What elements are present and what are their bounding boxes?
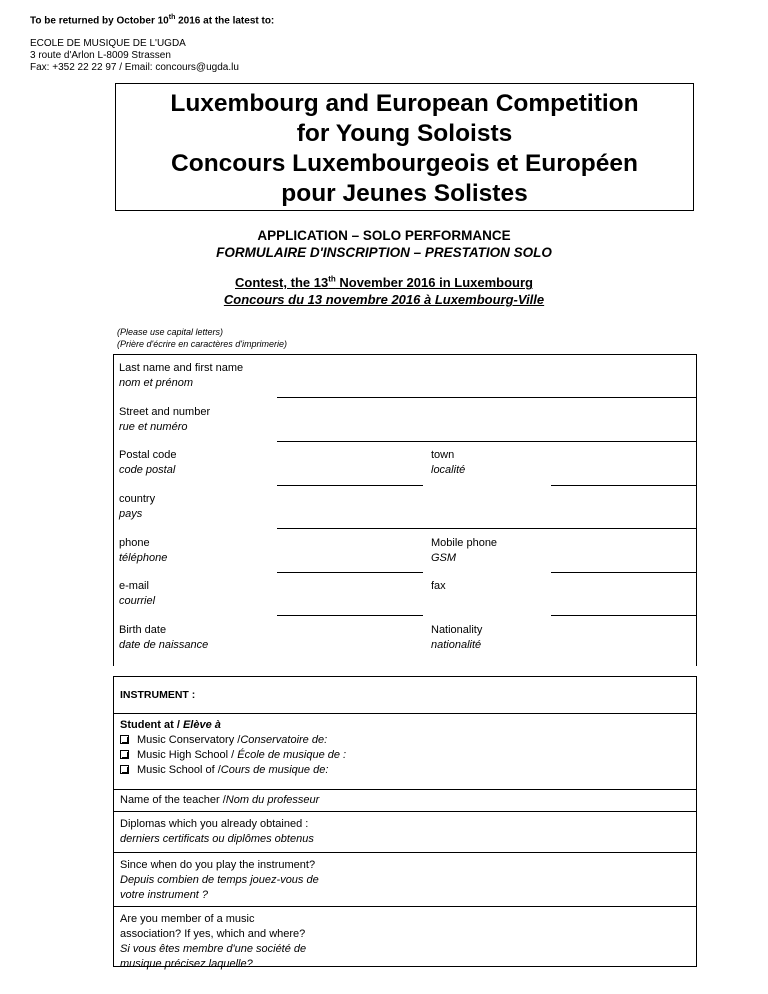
school-address — [30, 38, 239, 74]
instrument-row[interactable] — [114, 677, 696, 713]
diplomas-label: Diplomas which you already obtained : derniers certificats ou diplômes obtenus — [120, 818, 314, 845]
mobile-field[interactable] — [551, 572, 697, 573]
email-label: e-mail courriel — [119, 580, 156, 607]
checkbox-icon[interactable] — [120, 735, 129, 744]
contest-date — [0, 271, 768, 308]
teacher-row[interactable] — [114, 789, 696, 811]
note-fr: (Prière d'écrire en caractères d'imprimerie) — [117, 339, 287, 349]
application-heading — [0, 227, 768, 261]
title-line: Concours Luxembourgeois et Européen — [171, 150, 638, 177]
country-label: country pays — [119, 493, 156, 520]
return-deadline: To be returned by October 10th 2016 at the latest to: — [30, 14, 275, 27]
diplomas-row[interactable] — [114, 811, 696, 852]
option-high-school[interactable]: Music High School / École de musique de : — [120, 748, 346, 763]
postal-code-label: Postal code code postal — [119, 449, 177, 476]
personal-info-form — [113, 354, 697, 666]
application-heading-en: APPLICATION – SOLO PERFORMANCE — [257, 228, 511, 243]
contest-date-en: Contest, the 13th November 2016 in Luxembourg — [235, 275, 533, 291]
country-field[interactable] — [277, 528, 697, 529]
option-music-school[interactable]: Music School of /Cours de musique de: — [120, 763, 328, 778]
option-conservatory[interactable]: Music Conservatory /Conservatoire de: — [120, 733, 327, 748]
student-at-label: Student at / Elève à — [120, 719, 221, 731]
competition-title-box — [115, 83, 694, 211]
town-field[interactable] — [551, 485, 697, 486]
address-line: 3 route d'Arlon L-8009 Strassen — [30, 50, 171, 61]
checkbox-icon[interactable] — [120, 750, 129, 759]
fax-field[interactable] — [551, 615, 697, 616]
checkbox-icon[interactable] — [120, 765, 129, 774]
student-at-row — [114, 713, 696, 789]
address-line: ECOLE DE MUSIQUE DE L'UGDA — [30, 38, 186, 49]
address-line: Fax: +352 22 22 97 / Email: concours@ugda.lu — [30, 62, 239, 73]
mobile-label: Mobile phone GSM — [431, 537, 498, 564]
title-line: Luxembourg and European Competition — [170, 90, 639, 117]
street-label: Street and number rue et numéro — [119, 406, 211, 433]
birth-date-label: Birth date date de naissance — [119, 624, 209, 651]
association-label: Are you member of a music association? If yes, which and where? Si vous êtes membre d'une société de musique précisez laquelle? — [120, 913, 307, 970]
since-when-label: Since when do you play the instrument? Depuis combien de temps jouez-vous de votre instrument ? — [120, 859, 319, 901]
town-label: town localité — [431, 449, 466, 476]
note-en: (Please use capital letters) — [117, 327, 224, 337]
title-line: for Young Soloists — [296, 120, 513, 147]
street-field[interactable] — [277, 441, 697, 442]
last-name-field[interactable] — [277, 397, 697, 398]
fax-label: fax — [431, 580, 446, 592]
application-heading-fr: FORMULAIRE D'INSCRIPTION – PRESTATION SOLO — [216, 245, 552, 260]
instrument-section — [113, 676, 697, 970]
since-when-row[interactable] — [114, 852, 696, 906]
instrument-label: INSTRUMENT : — [120, 689, 196, 701]
email-field[interactable] — [277, 615, 423, 616]
postal-code-field[interactable] — [277, 485, 423, 486]
contest-date-fr: Concours du 13 novembre 2016 à Luxembourg-Ville — [223, 292, 545, 308]
association-row[interactable] — [114, 906, 696, 970]
last-name-label: Last name and first name nom et prénom — [119, 362, 244, 389]
phone-label: phone téléphone — [119, 537, 168, 564]
capital-letters-note — [117, 326, 287, 350]
title-line: pour Jeunes Solistes — [281, 180, 528, 207]
phone-field[interactable] — [277, 572, 423, 573]
teacher-label: Name of the teacher /Nom du professeur — [120, 794, 320, 806]
nationality-label: Nationality nationalité — [431, 624, 483, 651]
